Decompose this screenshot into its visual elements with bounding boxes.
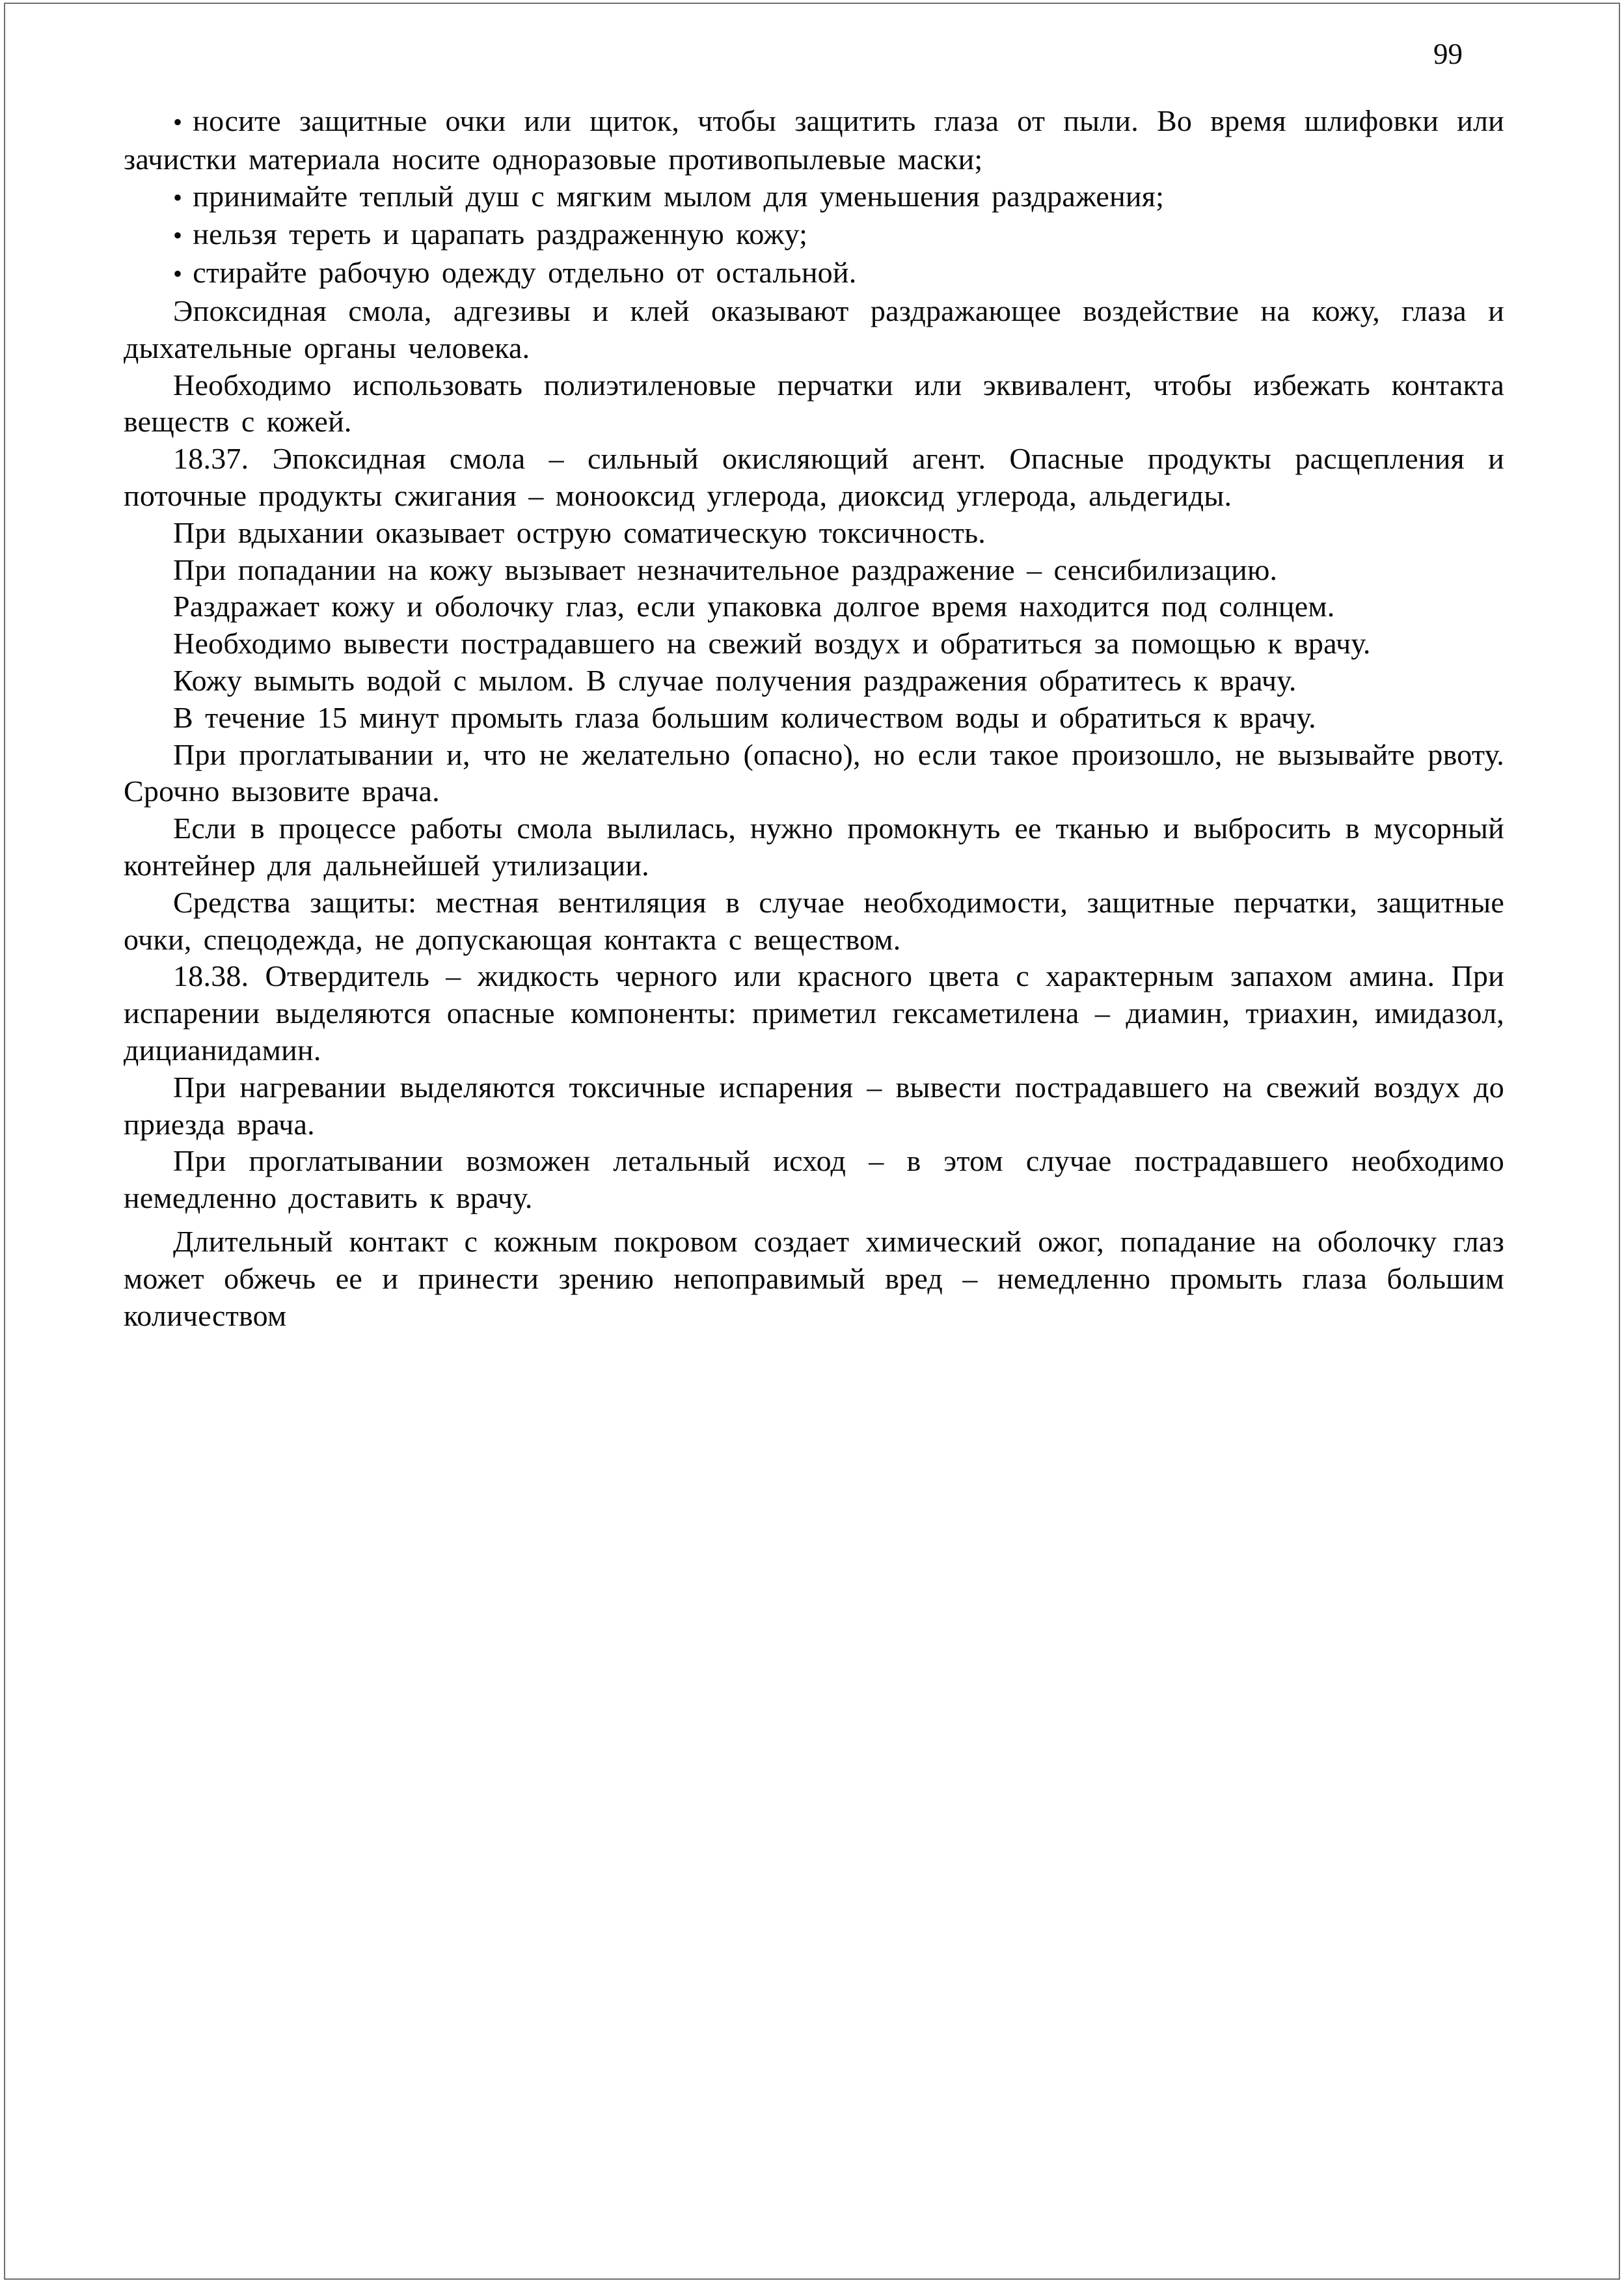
body-paragraph: Средства защиты: местная вентиляция в случае необходимости, защитные перчатки, защитные очки, спецодежда, не допускающая контакта с веществом. <box>124 885 1504 956</box>
body-paragraph: В течение 15 минут промыть глаза большим количеством воды и обратиться к врачу. <box>173 700 1316 734</box>
bullet-item <box>124 216 1504 254</box>
bullet-marker: • <box>173 259 183 289</box>
bullet-item <box>124 254 1504 293</box>
page-number: 99 <box>1433 38 1463 70</box>
bullet-marker: • <box>173 107 183 137</box>
bullet-marker: • <box>173 182 183 212</box>
bullet-item <box>124 103 1504 178</box>
body-paragraph-continued: Длительный контакт с кожным покровом создает химический ожог, попадание на оболочку глаз может обжечь ее и принести зрению непоправимый вред – немедленно промыть глаза большим количеством <box>124 1224 1504 1332</box>
bullet-text: принимайте теплый душ с мягким мылом для уменьшения раздражения; <box>193 179 1165 213</box>
body-paragraph: При проглатывании возможен летальный исход – в этом случае пострадавшего необходимо немедленно доставить к врачу. <box>124 1144 1504 1215</box>
bullet-text: нельзя тереть и царапать раздраженную кожу; <box>193 217 808 251</box>
bullet-text: носите защитные очки или щиток, чтобы защитить глаза от пыли. Во время шлифовки или зачистки материала носите одноразовые противопылевые маски; <box>124 104 1504 176</box>
bullet-marker: • <box>173 221 183 251</box>
body-paragraph: Раздражает кожу и оболочку глаз, если упаковка долгое время находится под солнцем. <box>173 590 1335 623</box>
section-paragraph-18-37: 18.37. Эпоксидная смола – сильный окисляющий агент. Опасные продукты расщепления и поточные продукты сжигания – монооксид углерода, диоксид углерода, альдегиды. <box>124 442 1504 512</box>
body-paragraph: При попадании на кожу вызывает незначительное раздражение – сенсибилизацию. <box>173 553 1278 586</box>
page-content <box>124 103 1504 1334</box>
bullet-item <box>124 178 1504 217</box>
body-paragraph: При проглатывании и, что не желательно (опасно), но если такое произошло, не вызывайте рвоту. Срочно вызовите врача. <box>124 737 1504 808</box>
body-paragraph: При нагревании выделяются токсичные испарения – вывести пострадавшего на свежий воздух до приезда врача. <box>124 1070 1504 1141</box>
body-paragraph: Если в процессе работы смола вылилась, нужно промокнуть ее тканью и выбросить в мусорный контейнер для дальнейшей утилизации. <box>124 812 1504 882</box>
body-paragraph: Эпоксидная смола, адгезивы и клей оказывают раздражающее воздействие на кожу, глаза и дыхательные органы человека. <box>124 294 1504 364</box>
section-paragraph-18-38: 18.38. Отвердитель – жидкость черного или красного цвета с характерным запахом амина. При испарении выделяются опасные компоненты: приметил гексаметилена – диамин, триахин, имидазол, дицианидамин. <box>124 959 1504 1067</box>
body-paragraph: Необходимо вывести пострадавшего на свежий воздух и обратиться за помощью к врачу. <box>173 627 1371 661</box>
body-paragraph: Кожу вымыть водой с мылом. В случае получения раздражения обратитесь к врачу. <box>173 663 1297 697</box>
bullet-text: стирайте рабочую одежду отдельно от остальной. <box>193 256 857 290</box>
body-paragraph: При вдыхании оказывает острую соматическую токсичность. <box>173 515 986 549</box>
body-paragraph: Необходимо использовать полиэтиленовые перчатки или эквивалент, чтобы избежать контакта веществ с кожей. <box>124 368 1504 439</box>
